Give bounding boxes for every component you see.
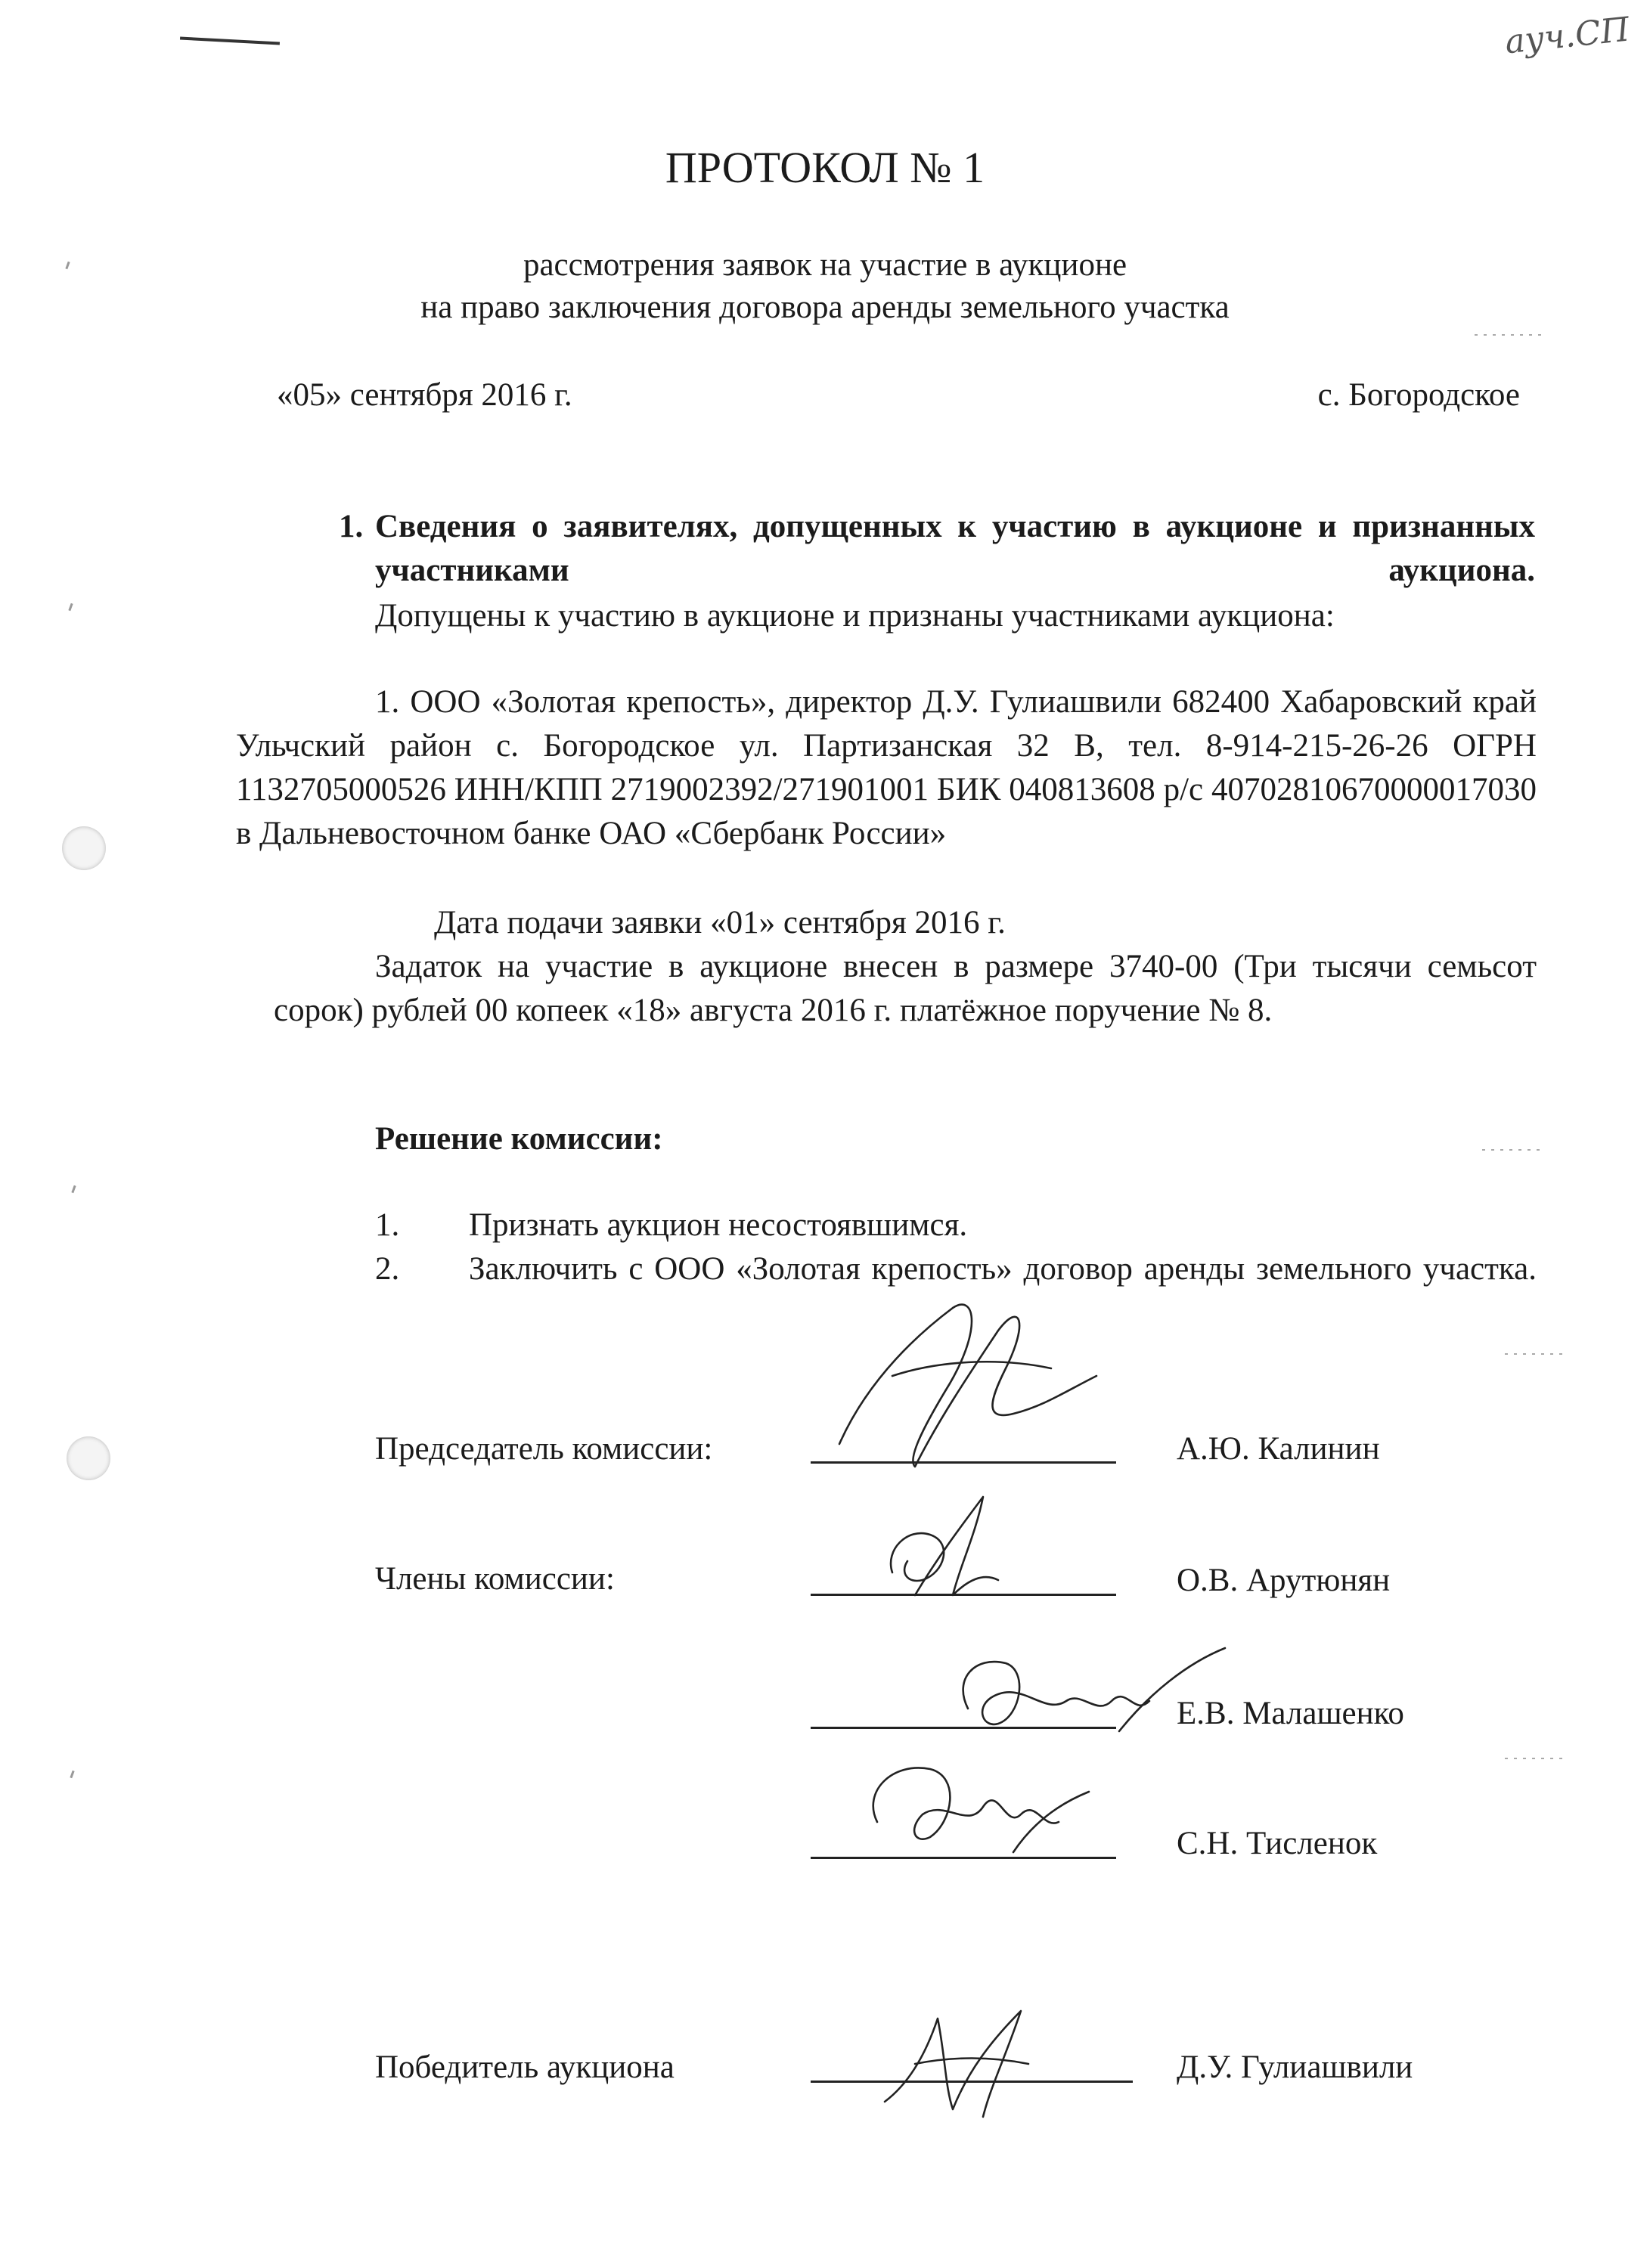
member-3-signature [847, 1739, 1104, 1867]
submission-date: Дата подачи заявки «01» сентября 2016 г. [434, 905, 1006, 940]
member-1-name: О.В. Арутюнян [1177, 1563, 1391, 1598]
punch-hole-top [62, 826, 106, 870]
protocol-place: с. Богородское [1317, 377, 1520, 413]
scan-noise [1505, 1353, 1565, 1355]
winner-signature [870, 1996, 1051, 2132]
section-1-intro: Допущены к участию в аукционе и признаны участниками аукциона: [375, 598, 1335, 634]
protocol-date: «05» сентября 2016 г. [277, 377, 572, 413]
decision-item-2-text: Заключить с ООО «Золотая крепость» договор аренды земельного участка. [469, 1251, 1537, 1287]
winner-label: Победитель аукциона [375, 2050, 675, 2085]
decision-heading: Решение комиссии: [375, 1121, 663, 1157]
members-label: Члены комиссии: [375, 1561, 615, 1597]
scan-speck [70, 1771, 74, 1778]
decision-item-1-text: Признать аукцион несостоявшимся. [469, 1207, 968, 1243]
decision-item-2-number: 2. [375, 1251, 400, 1287]
chair-name: А.Ю. Калинин [1177, 1431, 1380, 1467]
member-1-signature [862, 1482, 1013, 1610]
document-subtitle-line-1: рассмотрения заявок на участие в аукционе [523, 247, 1127, 283]
punch-hole-bottom [67, 1436, 110, 1480]
applicant-details: 1. ООО «Золотая крепость», директор Д.У. Гулиашвили 682400 Хабаровский край Ульчский район с. Богородское ул. Партизанская 32 В, тел. 8-914-215-26-26 ОГРН 1132705000526 ИНН/КПП 2719002392/271901001 БИК 040813608 р/с 40702810670000017030 в Дальневосточном банке ОАО «Сбербанк России» [236, 684, 1537, 851]
member-2-name: Е.В. Малашенко [1177, 1696, 1404, 1731]
scan-noise [1505, 1758, 1565, 1759]
scan-noise [1482, 1149, 1543, 1151]
staple-mark [180, 37, 280, 45]
winner-name: Д.У. Гулиашвили [1177, 2050, 1413, 2085]
chair-signature [824, 1285, 1112, 1474]
chair-label: Председатель комиссии: [375, 1431, 713, 1467]
document-subtitle-line-2: на право заключения договора аренды земельного участка [420, 290, 1230, 325]
scan-speck [68, 603, 73, 611]
decision-item-1-number: 1. [375, 1207, 400, 1243]
section-1-heading: Сведения о заявителях, допущенных к участию в аукционе и признанных участниками аукциона. [375, 509, 1535, 588]
document-title: ПРОТОКОЛ № 1 [665, 143, 985, 192]
scan-noise [1475, 334, 1543, 336]
member-3-name: С.Н. Тисленок [1177, 1826, 1378, 1861]
deposit-info: Задаток на участие в аукционе внесен в размере 3740-00 (Три тысячи семьсот сорок) рублей 00 копеек «18» августа 2016 г. платёжное поручение № 8. [274, 949, 1537, 1028]
scan-speck [71, 1185, 76, 1193]
handwritten-corner-note: ауч.СП [1503, 10, 1632, 62]
section-1-number: 1. [339, 509, 364, 544]
